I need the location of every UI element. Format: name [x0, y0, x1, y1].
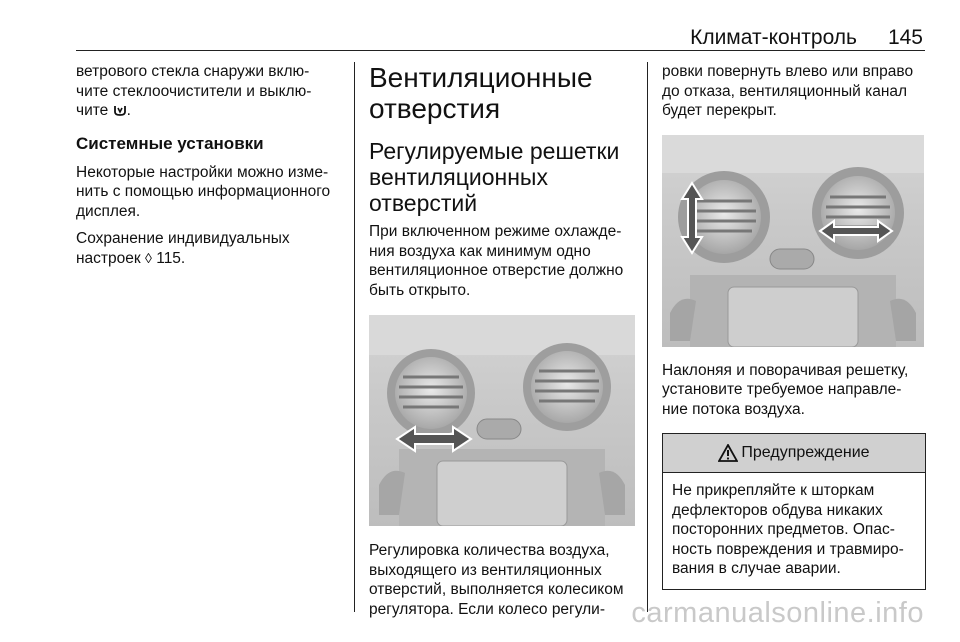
column-divider	[354, 62, 355, 612]
page-header	[76, 22, 925, 51]
vent-direction-illustration	[662, 135, 924, 347]
column-divider	[647, 62, 648, 612]
paragraph: Регулировка количества воздуха, выходящего из вентиляционных отверстий, выполняется колесиком регулятора. Если колесо регули-	[369, 542, 624, 618]
page-reference[interactable]: 115.	[156, 249, 186, 267]
column-3	[662, 62, 926, 590]
paragraph: Сохранение индивидуальных настроек ◊ 115.	[76, 230, 290, 267]
paragraph: ровки повернуть влево или вправо до отказа, вентиляционный канал будет перекрыт.	[662, 63, 914, 119]
warning-title: Предупреждение	[741, 444, 870, 461]
warning-box	[662, 433, 926, 590]
page-number: 145	[887, 26, 923, 49]
page-reference-icon: ◊	[144, 249, 152, 266]
paragraph: Наклоняя и поворачивая решетку, установите требуемое направле- ние потока воздуха.	[662, 361, 909, 418]
wiper-interval-icon	[113, 103, 127, 117]
column-1	[76, 62, 342, 268]
section-heading: Вентиляционные отверстия	[369, 62, 593, 124]
column-2	[369, 62, 635, 619]
warning-triangle-icon	[718, 444, 738, 462]
subsection-heading: Регулируемые решетки вентиляционных отверстий	[369, 138, 620, 216]
paragraph: Некоторые настройки можно изме- нить с помощью информационного дисплея.	[76, 163, 331, 220]
paragraph: При включенном режиме охлажде- ния воздуха как минимум одно вентиляционное отверстие должно быть открыто.	[369, 223, 624, 299]
warning-body	[663, 473, 925, 589]
warning-text: Не прикрепляйте к шторкам дефлекторов обдува никаких посторонних предметов. Опас- ность повреждения и травмиро- вания в случае аварии.	[672, 482, 904, 577]
paragraph: ветрового стекла снаружи вклю- чите стеклоочистители и выклю- чите .	[76, 63, 312, 119]
vent-thumbwheel-illustration	[369, 315, 635, 526]
watermark: carmanualsonline.info	[631, 597, 924, 629]
warning-header	[663, 434, 925, 473]
section-title: Климат-контроль	[690, 26, 857, 49]
subheading-system-settings: Системные установки	[76, 133, 264, 153]
